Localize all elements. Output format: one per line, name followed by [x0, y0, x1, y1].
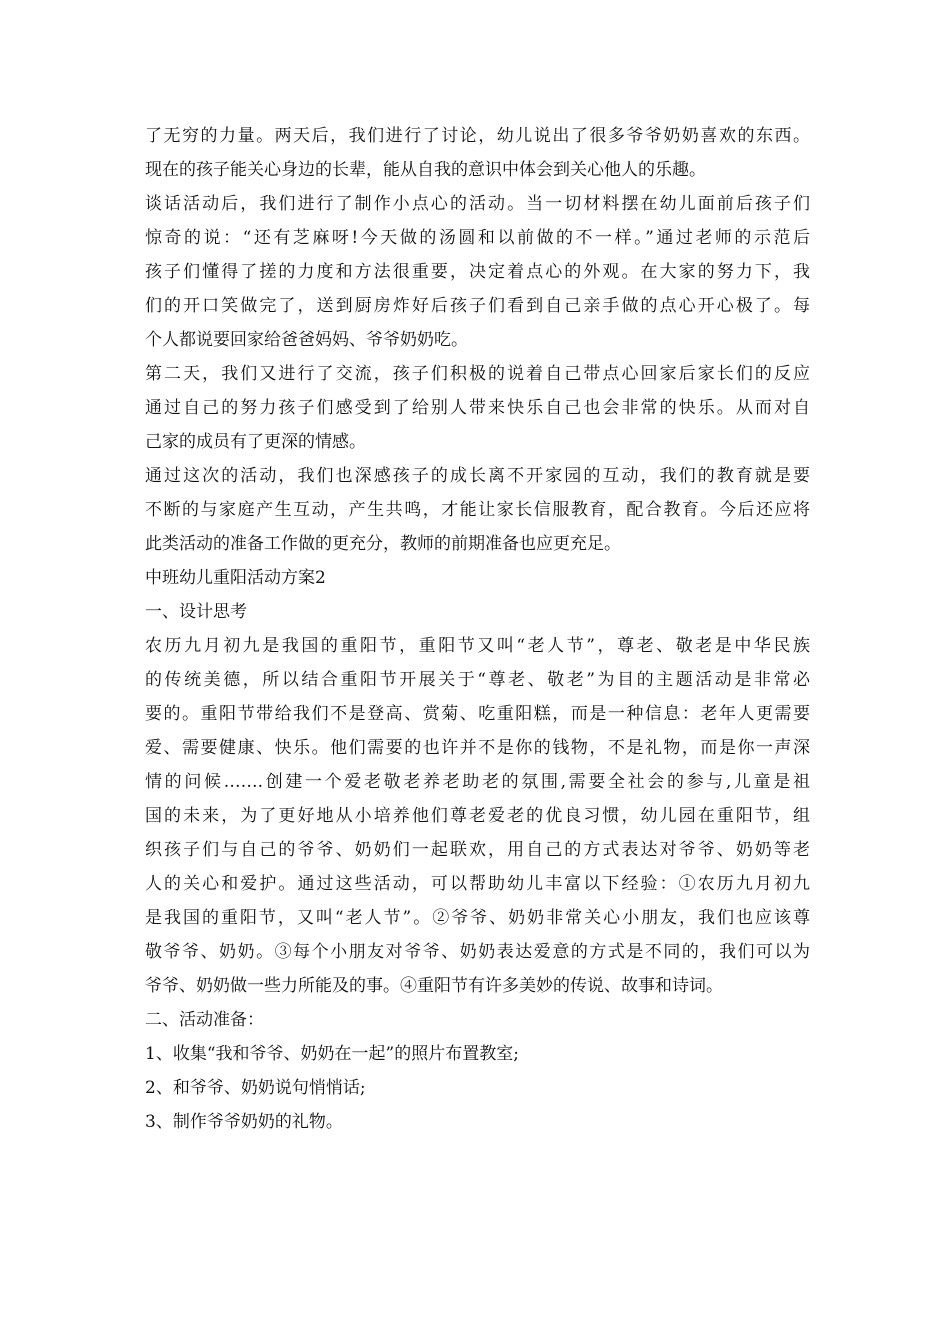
text-line: 人的关心和爱护。通过这些活动，可以帮助幼儿丰富以下经验：①农历九月初九: [145, 874, 810, 894]
text-line: 3、制作爷爷奶奶的礼物。: [145, 1112, 343, 1132]
text-line: 个人都说要回家给爸爸妈妈、爷爷奶奶吃。: [145, 330, 468, 350]
text-line: 通过自己的努力孩子们感受到了给别人带来快乐自己也会非常的快乐。从而对自: [145, 398, 810, 418]
text-line: 此类活动的准备工作做的更充分，教师的前期准备也应更充足。: [145, 534, 621, 554]
text-line: 己家的成员有了更深的情感。: [145, 432, 366, 452]
text-line: 孩子们懂得了搓的力度和方法很重要，决定着点心的外观。在大家的努力下，我: [145, 262, 810, 282]
document-body: [145, 119, 810, 1139]
text-line: 爷爷、奶奶做一些力所能及的事。④重阳节有许多美妙的传说、故事和诗词。: [145, 976, 723, 996]
text-line: 1、收集“我和爷爷、奶奶在一起”的照片布置教室;: [145, 1044, 519, 1064]
text-line: 中班幼儿重阳活动方案2: [145, 568, 326, 588]
text-line: 们的开口笑做完了，送到厨房炸好后孩子们看到自己亲手做的点心开心极了。每: [145, 296, 810, 316]
text-line: 织孩子们与自己的爷爷、奶奶们一起联欢，用自己的方式表达对爷爷、奶奶等老: [145, 840, 810, 860]
text-line: 要的。重阳节带给我们不是登高、赏菊、吃重阳糕，而是一种信息：老年人更需要: [145, 704, 810, 724]
text-line: 了无穷的力量。两天后，我们进行了讨论，幼儿说出了很多爷爷奶奶喜欢的东西。: [145, 126, 810, 146]
text-line: 通过这次的活动，我们也深感孩子的成长离不开家园的互动，我们的教育就是要: [145, 466, 810, 486]
text-line: 是我国的重阳节，又叫“老人节”。②爷爷、奶奶非常关心小朋友，我们也应该尊: [145, 908, 810, 928]
text-line: 二、活动准备：: [145, 1010, 264, 1030]
text-line: 2、和爷爷、奶奶说句悄悄话;: [145, 1078, 366, 1098]
text-line: 敬爷爷、奶奶。③每个小朋友对爷爷、奶奶表达爱意的方式是不同的，我们可以为: [145, 942, 810, 962]
text-line: 惊奇的说：“还有芝麻呀!今天做的汤圆和以前做的不一样。”通过老师的示范后: [145, 228, 810, 248]
text-line: 情的问候…….创建一个爱老敬老养老助老的氛围,需要全社会的参与,儿童是祖: [145, 772, 810, 792]
text-line: 农历九月初九是我国的重阳节，重阳节又叫“老人节”，尊老、敬老是中华民族: [145, 636, 810, 656]
text-line: 爱、需要健康、快乐。他们需要的也许并不是你的钱物，不是礼物，而是你一声深: [145, 738, 810, 758]
text-line: 国的未来，为了更好地从小培养他们尊老爱老的优良习惯，幼儿园在重阳节，组: [145, 806, 810, 826]
text-line: 一、设计思考: [145, 602, 247, 622]
text-line: 的传统美德，所以结合重阳节开展关于“尊老、敬老”为目的主题活动是非常必: [145, 670, 810, 690]
text-line: 不断的与家庭产生互动，产生共鸣，才能让家长信服教育，配合教育。今后还应将: [145, 500, 810, 520]
text-line: 现在的孩子能关心身边的长辈，能从自我的意识中体会到关心他人的乐趣。: [145, 160, 706, 180]
text-line: 第二天，我们又进行了交流，孩子们积极的说着自己带点心回家后家长们的反应: [145, 364, 810, 384]
text-line: 谈话活动后，我们进行了制作小点心的活动。当一切材料摆在幼儿面前后孩子们: [145, 194, 810, 214]
